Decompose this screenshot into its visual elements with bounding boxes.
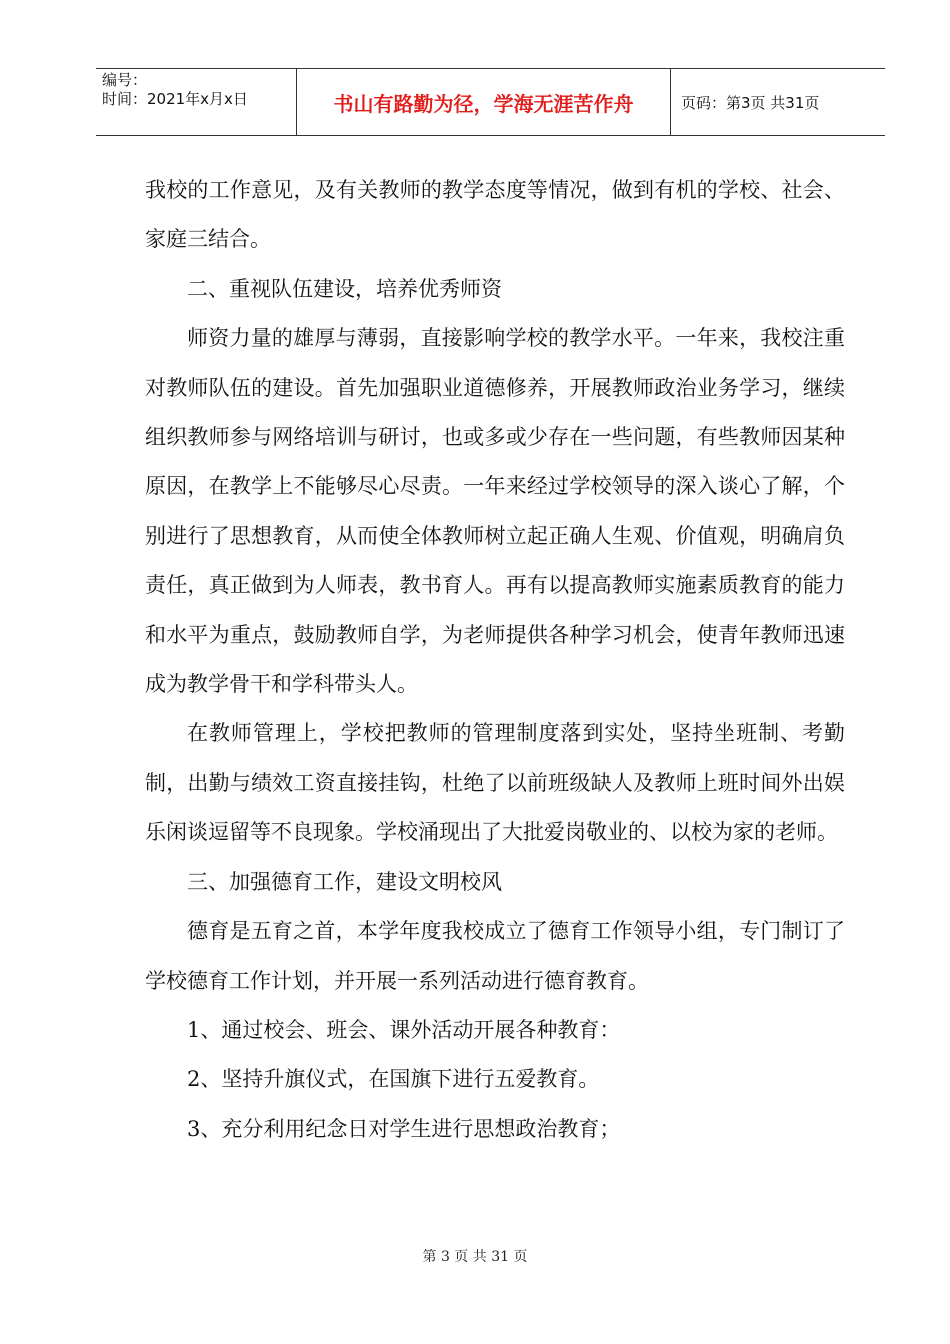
list-item-2: 2、坚持升旗仪式，在国旗下进行五爱教育。	[187, 1067, 600, 1092]
time-label: 时间：2021年x月x日	[102, 90, 248, 108]
paragraph-4: 在教师管理上，学校把教师的管理制度落到实处，坚持坐班制、考勤制，出勤与绩效工资直接挂钩，杜绝了以前班级缺人及教师上班时间外出娱乐闲谈逗留等不良现象。学校涌现出了大批爱岗敬业的、以校为家的老师。	[145, 721, 845, 845]
paragraph-6: 德育是五育之首，本学年度我校成立了德育工作领导小组，专门制订了学校德育工作计划，并开展一系列活动进行德育教育。	[145, 919, 845, 993]
document-body	[145, 166, 845, 1154]
page-footer: 第 3 页 共 31 页	[422, 1249, 528, 1265]
list-item-3: 3、充分利用纪念日对学生进行思想政治教育；	[187, 1116, 621, 1141]
header-meta	[96, 69, 297, 135]
page-header	[96, 68, 885, 136]
paragraph-1: 我校的工作意见，及有关教师的教学态度等情况，做到有机的学校、社会、家庭三结合。	[145, 178, 845, 252]
paragraph-3: 师资力量的雄厚与薄弱，直接影响学校的教学水平。一年来，我校注重对教师队伍的建设。首先加强职业道德修养，开展教师政治业务学习，继续组织教师参与网络培训与研讨，也或多或少存在一些问题，有些教师因某种原因，在教学上不能够尽心尽责。一年来经过学校领导的深入谈心了解，个别进行了思想教育，从而使全体教师树立起正确人生观、价值观，明确肩负责任，真正做到为人师表，教书育人。再有以提高教师实施素质教育的能力和水平为重点，鼓励教师自学，为老师提供各种学习机会，使青年教师迅速成为教学骨干和学科带头人。	[145, 326, 845, 697]
header-motto: 书山有路勤为径，学海无涯苦作舟	[297, 69, 671, 135]
list-item-1: 1、通过校会、班会、课外活动开展各种教育：	[187, 1017, 621, 1042]
section-heading-3: 三、加强德育工作，建设文明校风	[187, 869, 502, 894]
number-label: 编号：	[102, 71, 148, 89]
header-page-info: 页码：第3页 共31页	[681, 93, 820, 112]
section-heading-2: 二、重视队伍建设，培养优秀师资	[187, 276, 502, 301]
